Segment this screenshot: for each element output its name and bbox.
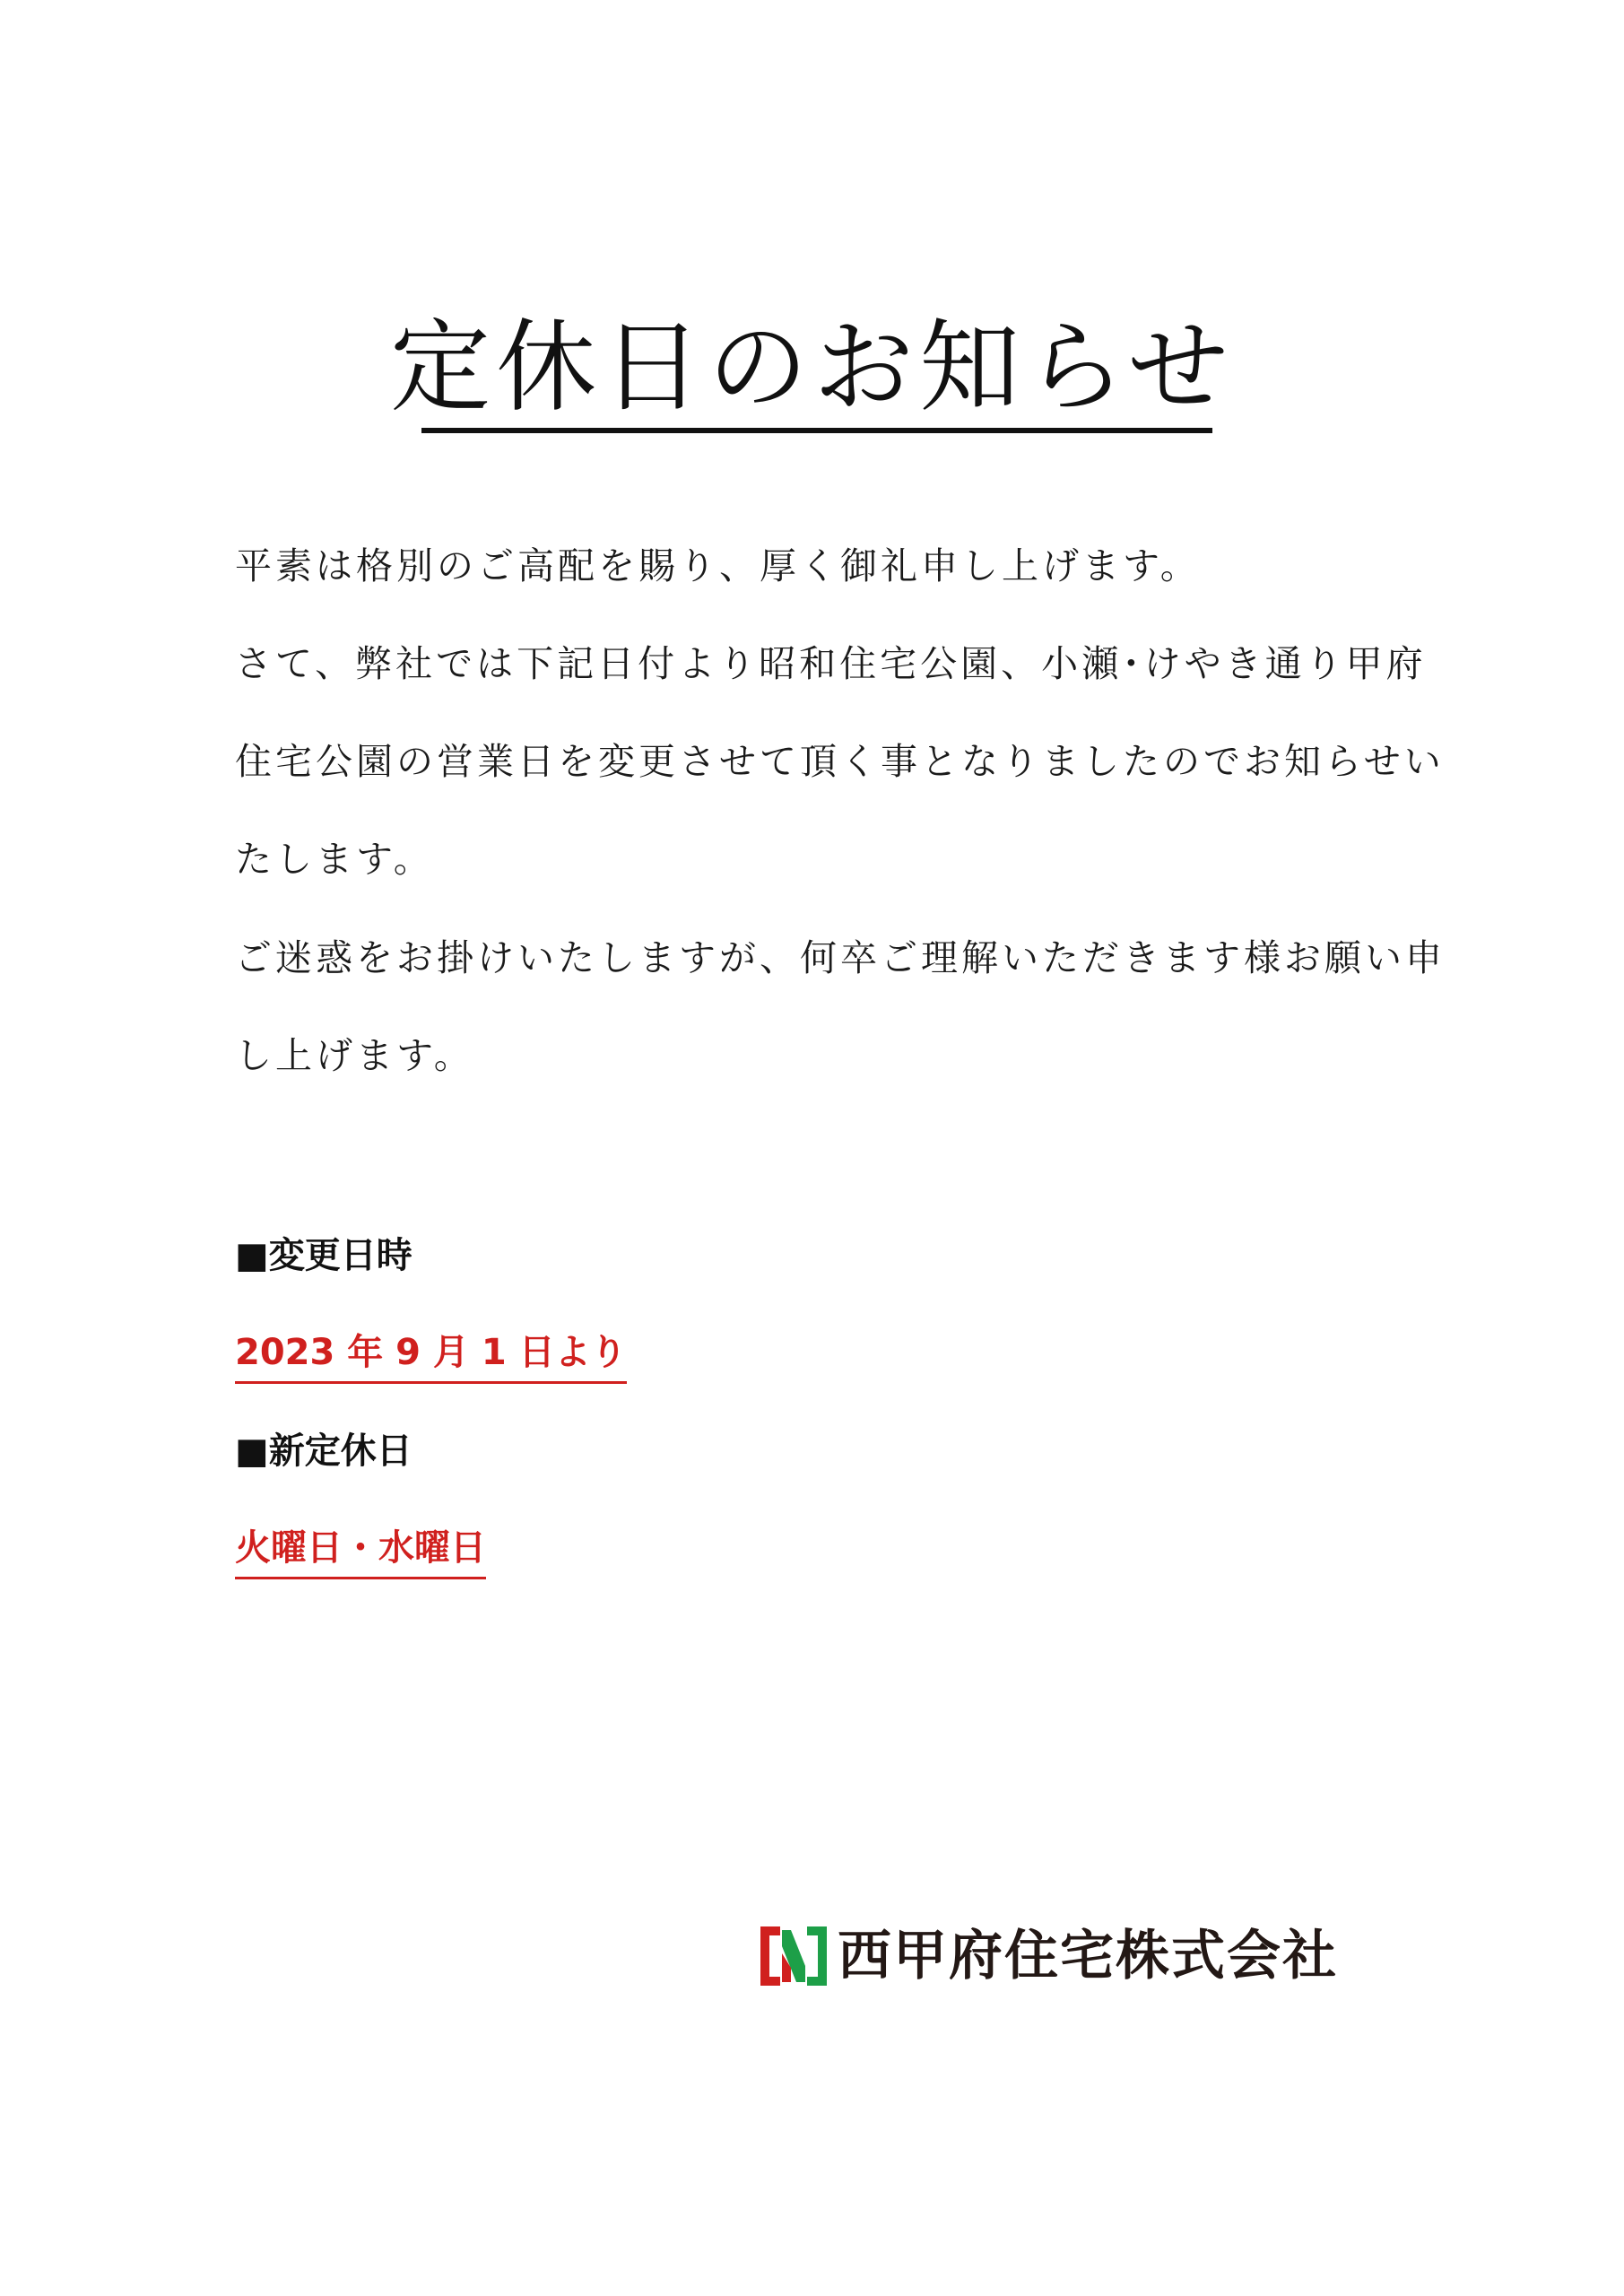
company-name: 西甲府住宅株式会社 <box>838 1925 1338 1987</box>
company-logo <box>760 1923 1338 1989</box>
change-date-heading: ■変更日時 <box>235 1235 413 1276</box>
new-holiday-heading: ■新定休日 <box>235 1431 413 1472</box>
body-paragraph-line-2: さて、弊社では下記日付より昭和住宅公園、小瀬･けやき通り甲府 <box>235 642 1427 685</box>
body-paragraph-line-5: ご迷惑をお掛けいたしますが、何卒ご理解いただきます様お願い申 <box>235 936 1446 979</box>
body-paragraph-line-1: 平素は格別のご高配を賜り、厚く御礼申し上げます。 <box>235 544 1201 587</box>
title-underline <box>421 428 1212 433</box>
page-title: 定休日のお知らせ <box>390 309 1234 426</box>
body-paragraph-line-4: たします。 <box>235 838 434 881</box>
nishikofu-logo-icon <box>760 1926 827 1986</box>
body-paragraph-line-6: し上げます。 <box>235 1034 474 1077</box>
body-paragraph-line-3: 住宅公園の営業日を変更させて頂く事となりましたのでお知らせい <box>235 740 1445 783</box>
new-holiday-value: 火曜日・水曜日 <box>235 1523 486 1579</box>
change-date-value: 2023 年 9 月 1 日より <box>235 1327 627 1384</box>
